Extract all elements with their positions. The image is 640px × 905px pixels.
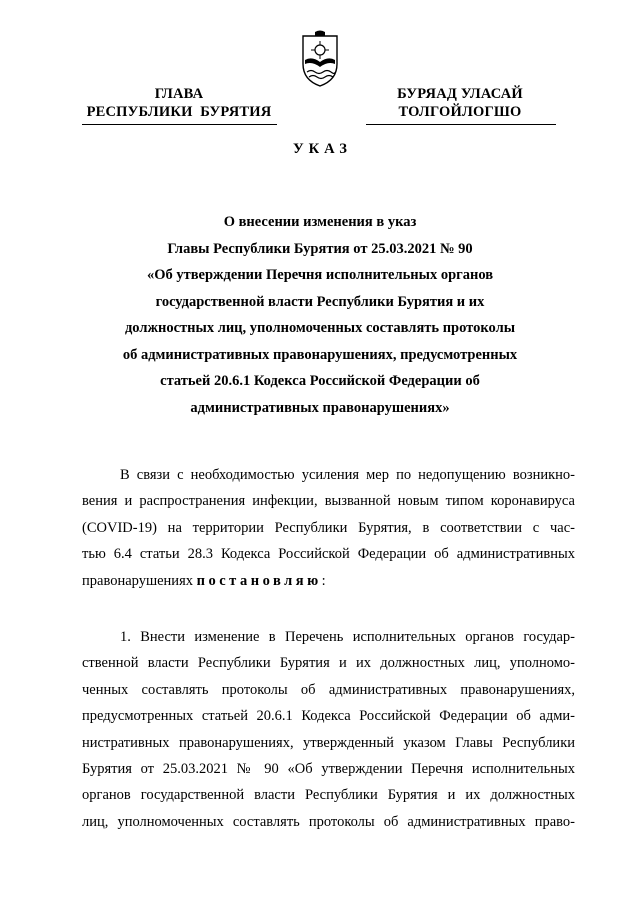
header-left-line1: ГЛАВА [154,86,204,102]
header-right-line2: ТОЛГОЙЛОГШО [398,104,522,120]
paragraph-line: лиц, уполномоченных составлять протоколы об административных право- [82,813,575,830]
paragraph-line: (COVID-19) на территории Республики Бурятия, в соответствии с час- [82,519,575,536]
header-left [72,85,286,121]
preamble-paragraph [82,462,575,594]
title-line: должностных лиц, уполномоченных составлять протоколы [124,320,516,336]
paragraph-line: тью 6.4 статьи 28.3 Кодекса Российской Федерации об административных [82,546,575,563]
paragraph-line-last [82,568,575,594]
title-line: административных правонарушениях» [190,399,450,416]
header-right-line1: БУРЯАД УЛАСАЙ [397,86,523,102]
paragraph-line: В связи с необходимостью усиления мер по недопущению возникно- [120,467,575,483]
header-left-rule [82,124,277,125]
document-title [60,209,580,421]
paragraph-line: ственной власти Республики Бурятия и их должностных лиц, уполномо- [82,655,575,672]
item-1-paragraph [82,624,575,835]
document-type: УКАЗ [293,141,352,157]
title-line: об административных правонарушениях, предусмотренных [122,346,518,363]
last-line-suffix: : [321,572,326,589]
last-line-prefix: правонарушениях [82,572,197,589]
paragraph-line: ченных составлять протоколы об административных правонарушениях, [82,681,575,698]
title-line: Главы Республики Бурятия от 25.03.2021 № 90 [167,240,473,257]
paragraph-line: органов государственной власти Республики Бурятия и их должностных [82,787,575,804]
header-right-rule [366,124,556,125]
header-right [360,85,560,121]
coat-of-arms-icon [297,30,343,88]
paragraph-line: нистративных правонарушениях, утвержденный указом Главы Республики [82,734,575,751]
title-line: О внесении изменения в указ [223,214,417,230]
paragraph-line: предусмотренных статьей 20.6.1 Кодекса Российской Федерации об адми- [82,708,575,725]
header-left-line2: РЕСПУБЛИКИ БУРЯТИЯ [86,104,272,120]
paragraph-line: Бурятия от 25.03.2021 № 90 «Об утверждении Перечня исполнительных [82,760,575,777]
title-line: «Об утверждении Перечня исполнительных органов [146,267,494,283]
decree-word: постановляю [196,572,322,589]
paragraph-line: вения и распространения инфекции, вызванной новым типом коронавируса [82,493,575,510]
title-line: государственной власти Республики Бурятия и их [155,293,485,310]
title-line: статьей 20.6.1 Кодекса Российской Федерации об [160,373,480,389]
paragraph-line: 1. Внести изменение в Перечень исполнительных органов государ- [120,629,575,645]
